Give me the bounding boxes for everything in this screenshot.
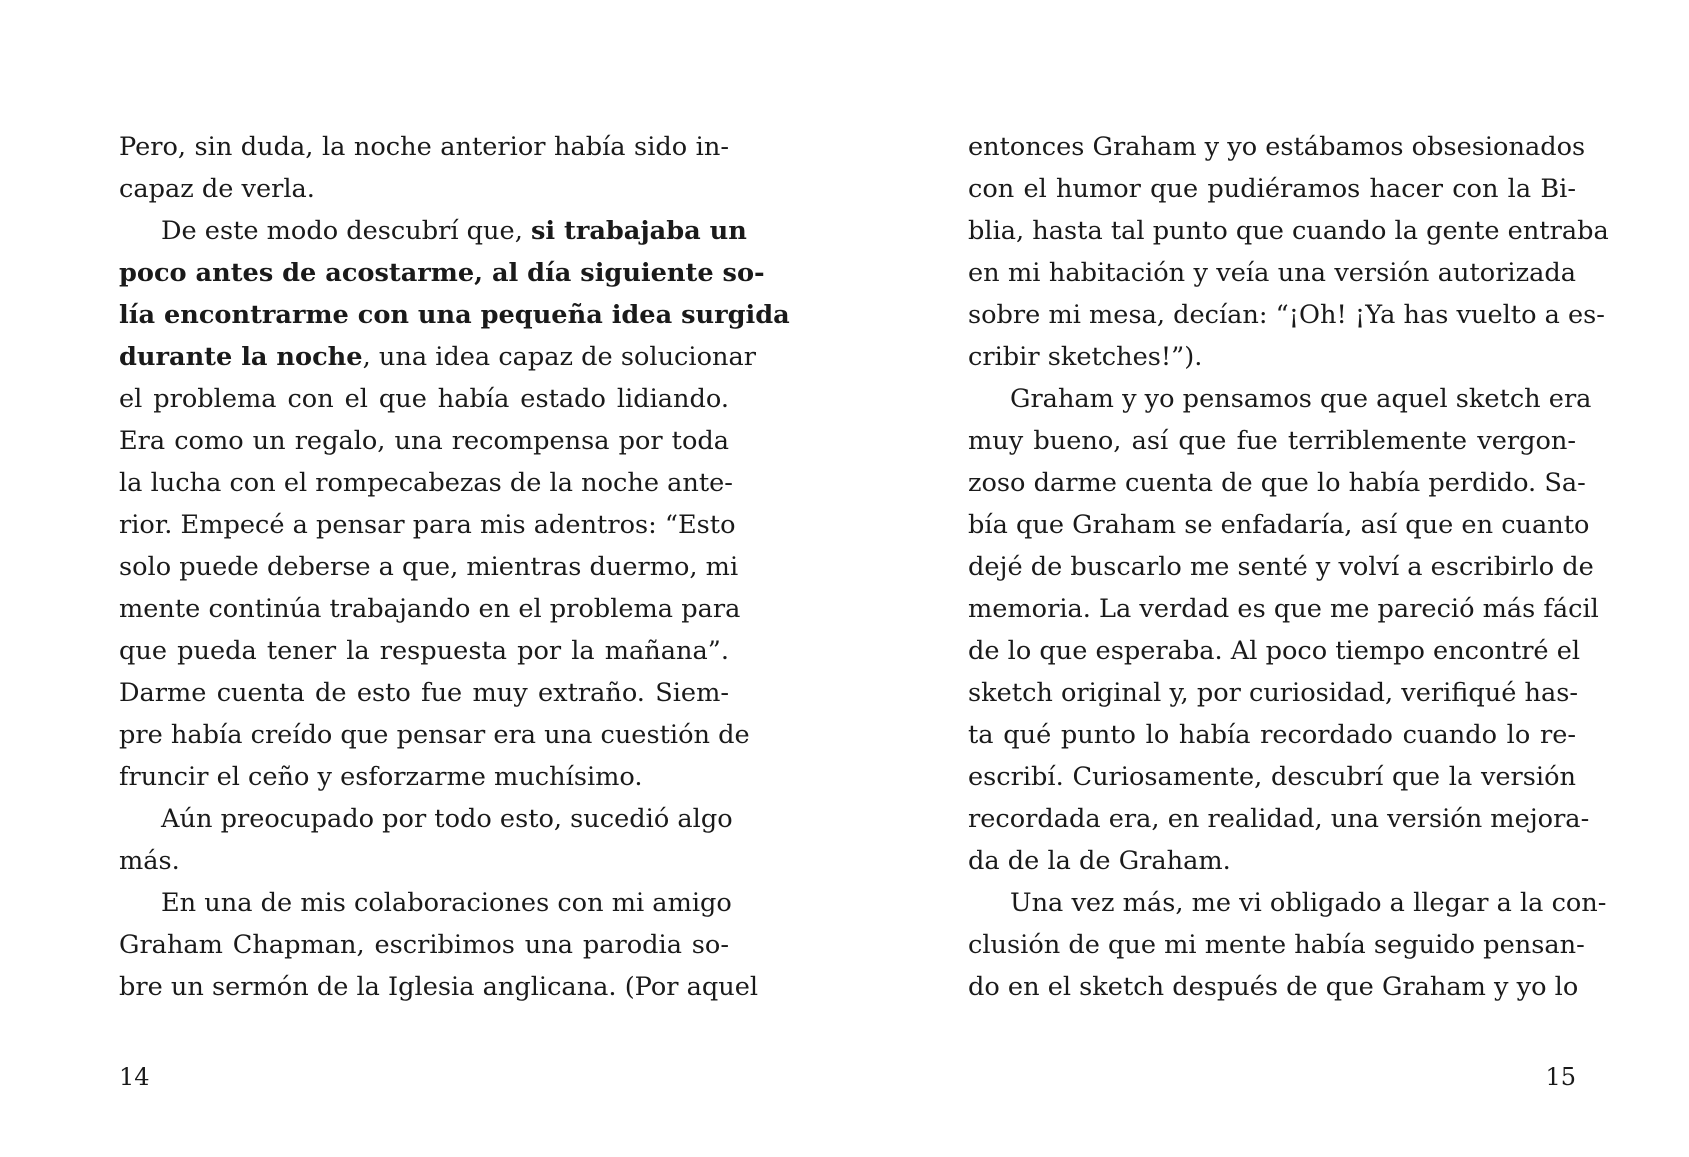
left-page-body [119, 126, 790, 1008]
text-line: ta qué punto lo había recordado cuando lo re- [968, 720, 1576, 750]
text-line: zoso darme cuenta de que lo había perdido. Sa- [968, 468, 1586, 498]
text-line [119, 252, 765, 294]
text-line: dejé de buscarlo me senté y volví a escribirlo de [968, 552, 1594, 582]
text-line: blia, hasta tal punto que cuando la gente entraba [968, 216, 1609, 246]
text-line: da de la de Graham. [968, 846, 1231, 876]
text-line: la lucha con el rompecabezas de la noche ante- [119, 468, 733, 498]
text-line: solo puede deberse a que, mientras duermo, mi [119, 552, 739, 582]
page-number-left: 14 [119, 1063, 150, 1091]
text-line: clusión de que mi mente había seguido pensan- [968, 930, 1585, 960]
text-line: En una de mis colaboraciones con mi amigo [161, 888, 732, 918]
text-line: recordada era, en realidad, una versión mejora- [968, 804, 1590, 834]
text-line: con el humor que pudiéramos hacer con la Bi- [968, 174, 1576, 204]
text-line: en mi habitación y veía una versión autorizada [968, 258, 1576, 288]
text-line: muy bueno, así que fue terriblemente vergon- [968, 426, 1576, 456]
bold-text: durante la noche [119, 342, 363, 372]
text-line [119, 294, 790, 336]
text-line: Graham y yo pensamos que aquel sketch era [1010, 384, 1592, 414]
text-line: Aún preocupado por todo esto, sucedió algo [161, 804, 733, 834]
text-line: pre había creído que pensar era una cuestión de [119, 720, 750, 750]
text-line: escribí. Curiosamente, descubrí que la versión [968, 762, 1576, 792]
text-line [119, 336, 756, 378]
bold-text: si trabajaba un [530, 216, 747, 246]
text-line: Era como un regalo, una recompensa por toda [119, 426, 729, 456]
text-line: sobre mi mesa, decían: “¡Oh! ¡Ya has vuelto a es- [968, 300, 1605, 330]
left-page [0, 0, 844, 1157]
right-page-body [968, 126, 1609, 1008]
text-line: Darme cuenta de esto fue muy extraño. Siem- [119, 678, 729, 708]
text-line: bre un sermón de la Iglesia anglicana. (Por aquel [119, 972, 759, 1002]
text-line: cribir sketches!”). [968, 342, 1203, 372]
text-line: fruncir el ceño y esforzarme muchísimo. [119, 762, 643, 792]
text-line: Graham Chapman, escribimos una parodia so- [119, 930, 729, 960]
text-segment: , una idea capaz de solucionar [362, 342, 756, 372]
text-line: Pero, sin duda, la noche anterior había sido in- [119, 132, 729, 162]
text-line: más. [119, 846, 180, 876]
page-number-right: 15 [1545, 1063, 1576, 1091]
text-line: mente continúa trabajando en el problema para [119, 594, 741, 624]
text-segment: De este modo descubrí que, [161, 216, 531, 246]
text-line: rior. Empecé a pensar para mis adentros: “Esto [119, 510, 736, 540]
text-line: que pueda tener la respuesta por la mañana”. [119, 636, 729, 666]
text-line: de lo que esperaba. Al poco tiempo encontré el [968, 636, 1581, 666]
text-line: entonces Graham y yo estábamos obsesionados [968, 132, 1586, 162]
text-line: memoria. La verdad es que me pareció más fácil [968, 594, 1599, 624]
bold-text: poco antes de acostarme, al día siguiente so- [119, 258, 765, 288]
text-line: sketch original y, por curiosidad, verifiqué has- [968, 678, 1579, 708]
text-line: bía que Graham se enfadaría, así que en cuanto [968, 510, 1590, 540]
text-line: el problema con el que había estado lidiando. [119, 384, 729, 414]
text-line [119, 210, 747, 252]
text-line: do en el sketch después de que Graham y yo lo [968, 972, 1579, 1002]
bold-text: lía encontrarme con una pequeña idea surgida [119, 300, 790, 330]
right-page [844, 0, 1688, 1157]
text-line: capaz de verla. [119, 174, 315, 204]
text-line: Una vez más, me vi obligado a llegar a la con- [1010, 888, 1607, 918]
